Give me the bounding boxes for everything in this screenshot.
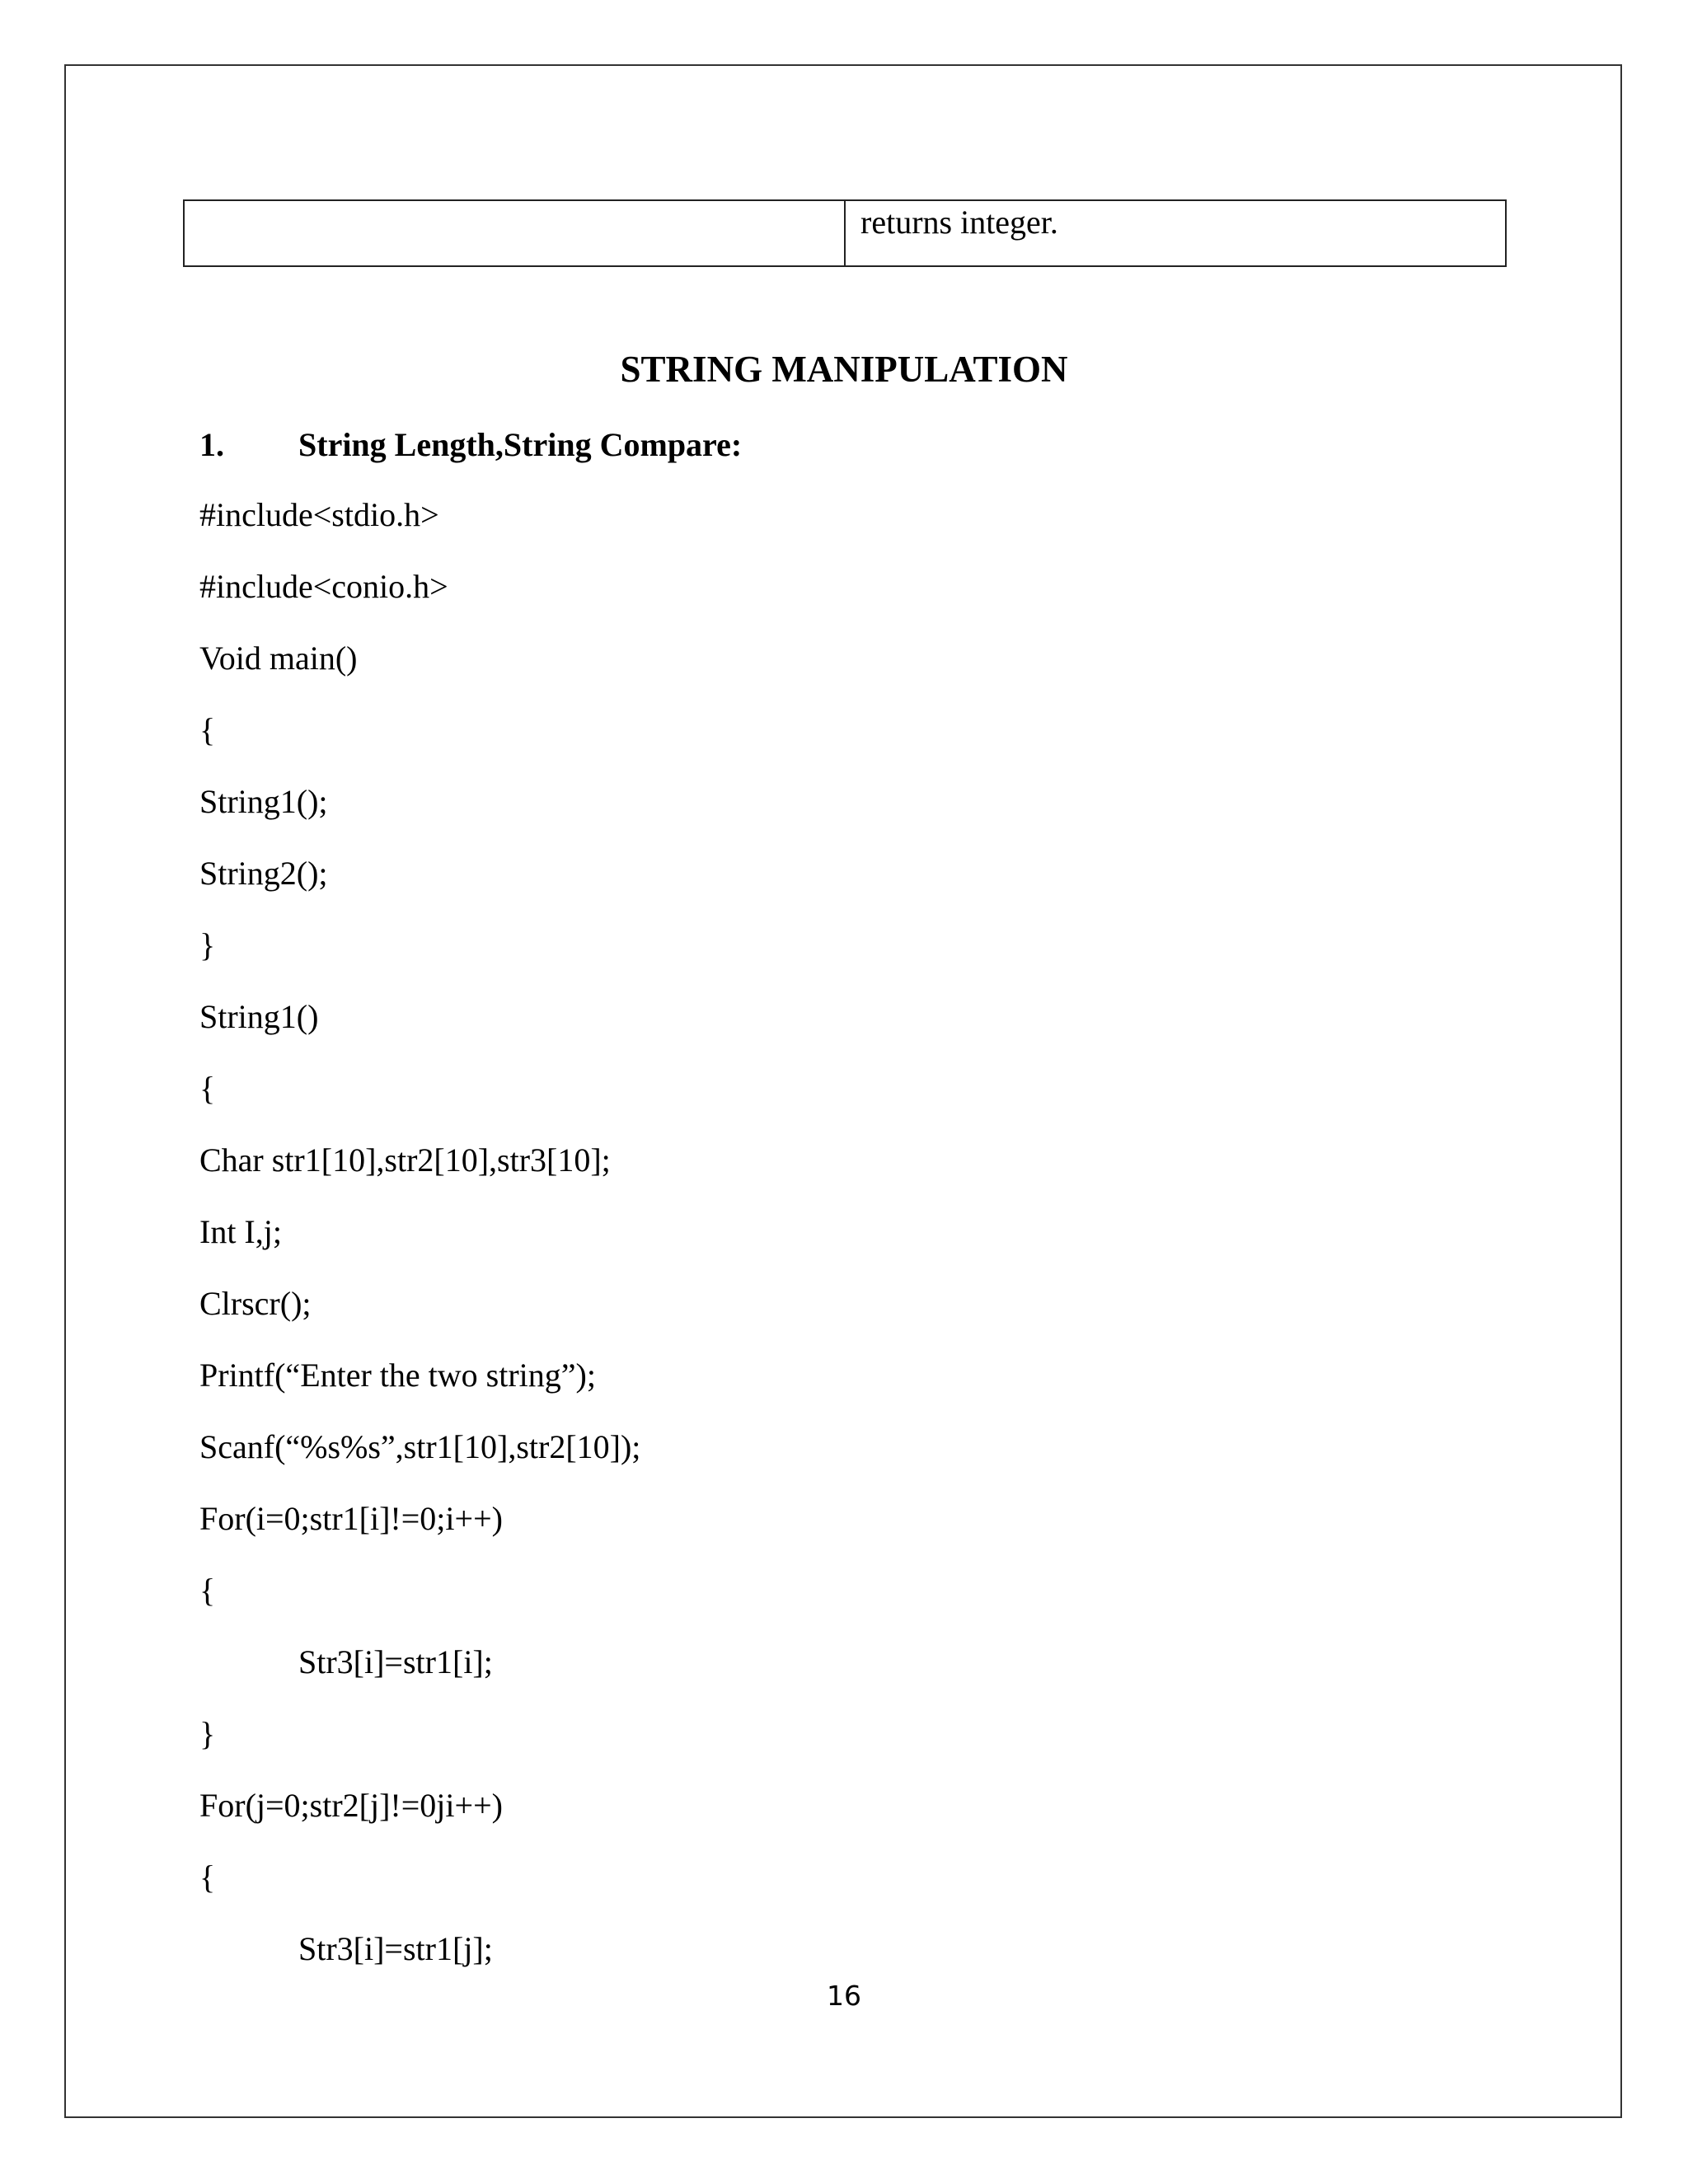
code-line: Str3[i]=str1[j]; bbox=[298, 1930, 493, 1967]
code-line: Void main() bbox=[199, 640, 358, 677]
section-title: STRING MANIPULATION bbox=[620, 349, 1068, 390]
table-cell-right: returns integer. bbox=[845, 200, 1506, 266]
table-row bbox=[184, 200, 1506, 266]
code-line: String1(); bbox=[199, 783, 328, 820]
code-line: For(i=0;str1[i]!=0;i++) bbox=[199, 1500, 503, 1537]
code-line: Clrscr(); bbox=[199, 1285, 312, 1322]
code-line: For(j=0;str2[j]!=0ji++) bbox=[199, 1787, 503, 1824]
code-line: { bbox=[199, 711, 216, 748]
table-fragment bbox=[183, 199, 1507, 267]
subheading bbox=[199, 422, 742, 468]
code-line: Int I,j; bbox=[199, 1213, 282, 1250]
code-line: #include<conio.h> bbox=[199, 568, 448, 605]
code-line: Scanf(“%s%s”,str1[10],str2[10]); bbox=[199, 1428, 641, 1465]
code-line: String2(); bbox=[199, 855, 328, 892]
code-line: { bbox=[199, 1858, 216, 1896]
subheading-number: 1. bbox=[199, 426, 224, 463]
code-line: #include<stdio.h> bbox=[199, 496, 439, 533]
code-line: String1() bbox=[199, 998, 319, 1035]
code-line: } bbox=[199, 1715, 216, 1752]
code-line: Printf(“Enter the two string”); bbox=[199, 1357, 596, 1394]
code-listing bbox=[199, 492, 640, 1998]
code-line: } bbox=[199, 926, 216, 963]
page-number: 16 bbox=[827, 1980, 861, 2012]
table-cell-left bbox=[184, 200, 845, 266]
subheading-text: String Length,String Compare: bbox=[298, 426, 743, 463]
code-line: Str3[i]=str1[i]; bbox=[298, 1643, 493, 1680]
code-line: { bbox=[199, 1572, 216, 1609]
code-line: Char str1[10],str2[10],str3[10]; bbox=[199, 1141, 611, 1179]
code-line: { bbox=[199, 1070, 216, 1107]
